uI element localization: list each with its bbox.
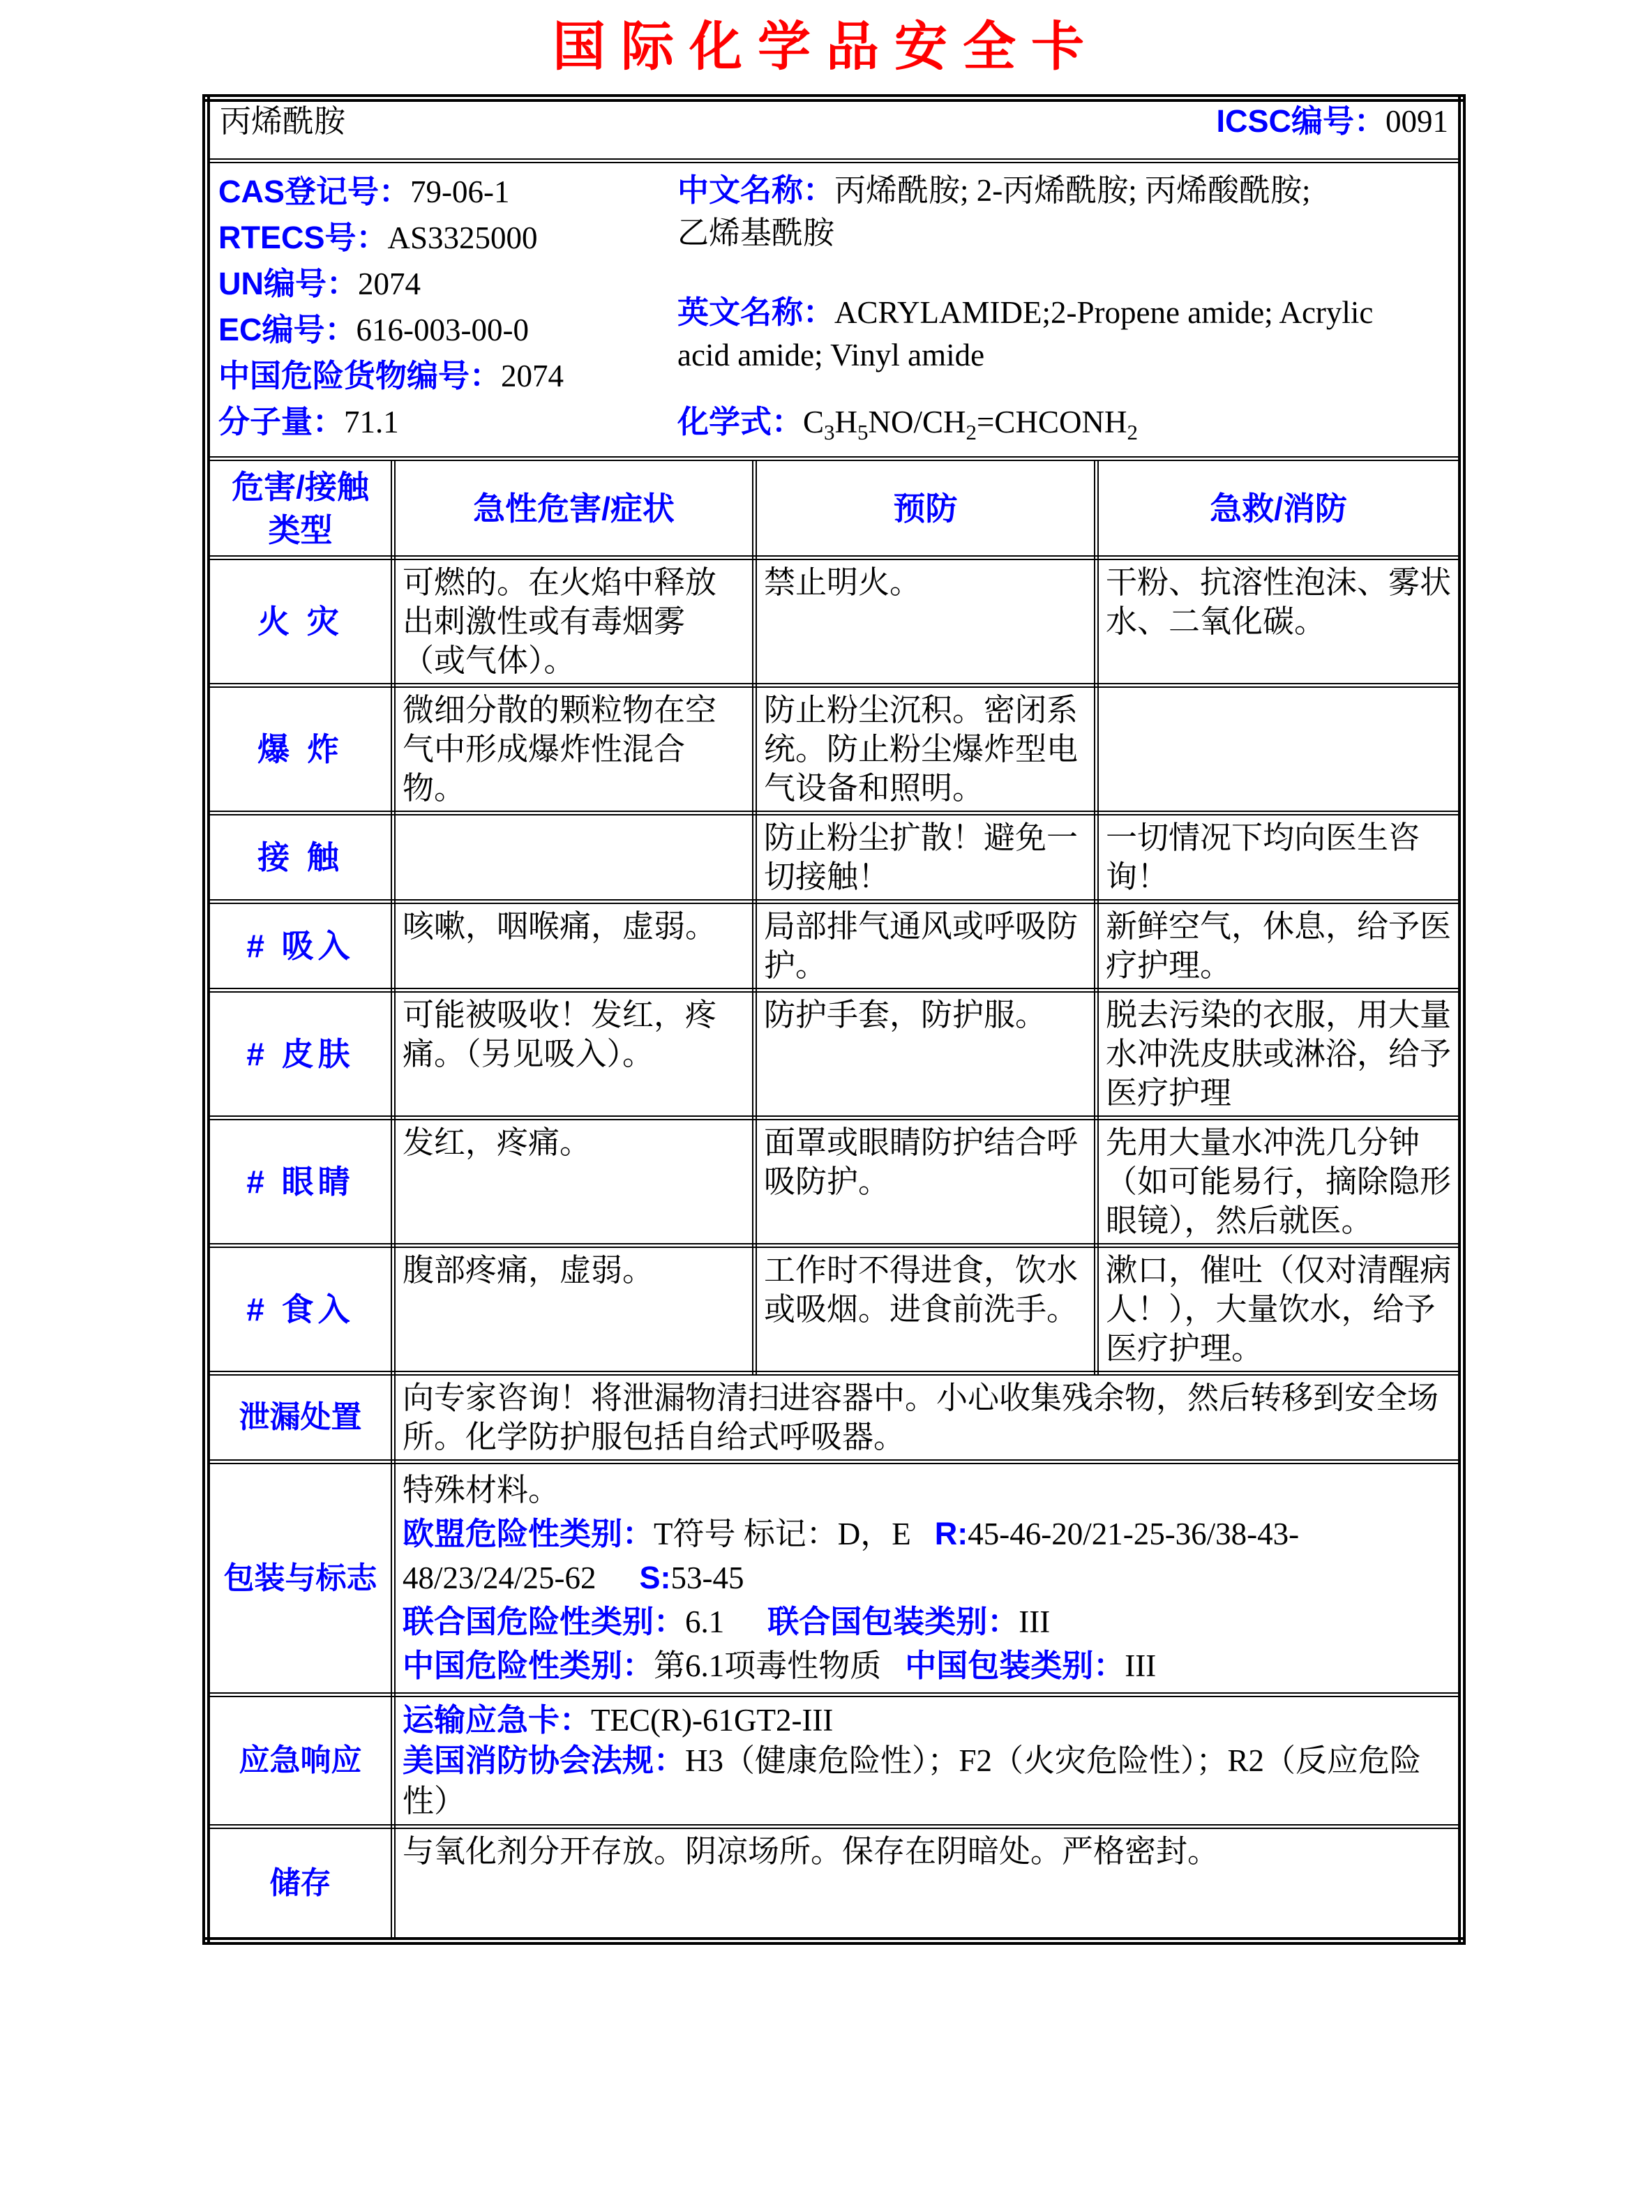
nfpa-value: H3（健康危险性）；F2（火灾危险性）；R2（反应危险性） xyxy=(403,1743,1422,1819)
fire-prevention: 禁止明火。 xyxy=(755,558,1097,686)
cas-label: CAS登记号： xyxy=(218,174,411,209)
hazard-row-eyes xyxy=(206,1118,1462,1246)
inhalation-symptoms: 咳嗽，咽喉痛，虚弱。 xyxy=(393,902,755,991)
ec-label: EC编号： xyxy=(218,312,356,347)
emergency-response-label: 应急响应 xyxy=(206,1695,393,1827)
icsc-number xyxy=(1217,102,1449,141)
storage-label: 储存 xyxy=(206,1827,393,1941)
eu-class-label: 欧盟危险性类别： xyxy=(403,1516,654,1551)
s-phrases-value: 53-45 xyxy=(670,1560,744,1595)
chemical-name-row xyxy=(206,98,1462,161)
packaging-rs-line xyxy=(403,1558,1451,1598)
formula-label: 化学式： xyxy=(677,404,804,439)
packaging-eu-class-line xyxy=(403,1514,1451,1554)
hazard-type-skin: # 皮肤 xyxy=(206,991,393,1118)
header-acute-symptoms: 急性危害/症状 xyxy=(393,459,755,558)
china-dg-value: 2074 xyxy=(501,359,564,393)
chemical-name: 丙烯酰胺 xyxy=(220,104,346,139)
skin-prevention: 防护手套，防护服。 xyxy=(755,991,1097,1118)
exposure-symptoms xyxy=(393,813,755,902)
china-dg-label: 中国危险货物编号： xyxy=(218,358,502,393)
explosion-response xyxy=(1097,686,1462,813)
r-phrases-label: R: xyxy=(934,1516,968,1551)
registry-line-molweight xyxy=(218,399,677,445)
registry-numbers xyxy=(218,169,677,453)
china-class-label: 中国危险性类别： xyxy=(403,1648,654,1683)
chinese-name-line2: 乙烯基酰胺 xyxy=(677,216,835,250)
eu-class-value: T符号 标记：D，E xyxy=(654,1517,911,1551)
hazard-header-row xyxy=(206,459,1462,558)
hazard-row-explosion xyxy=(206,686,1462,813)
eyes-response: 先用大量水冲洗几分钟（如可能易行，摘除隐形眼镜），然后就医。 xyxy=(1097,1118,1462,1246)
hazard-row-ingestion xyxy=(206,1246,1462,1374)
icsc-card-table xyxy=(202,94,1466,1945)
un-pack-label: 联合国包装类别： xyxy=(767,1604,1019,1639)
header-prevention: 预防 xyxy=(755,459,1097,558)
english-name xyxy=(677,291,1451,377)
packaging-special-material: 特殊材料。 xyxy=(403,1473,560,1507)
ingestion-prevention: 工作时不得进食，饮水或吸烟。进食前洗手。 xyxy=(755,1246,1097,1374)
registry-line-cas xyxy=(218,169,677,215)
rtecs-label: RTECS号： xyxy=(218,220,388,255)
packaging-labelling-label: 包装与标志 xyxy=(206,1462,393,1695)
hazard-row-exposure xyxy=(206,813,1462,902)
registry-line-rtecs xyxy=(218,215,677,261)
eyes-symptoms: 发红，疼痛。 xyxy=(393,1118,755,1246)
hazard-type-fire: 火 灾 xyxy=(206,558,393,686)
english-name-line1: ACRYLAMIDE;2-Propene amide; Acrylic xyxy=(834,295,1374,330)
packaging-labelling-content xyxy=(393,1462,1462,1695)
hazard-type-explosion: 爆 炸 xyxy=(206,686,393,813)
packaging-un-line xyxy=(403,1602,1451,1642)
header-first-aid: 急救/消防 xyxy=(1097,459,1462,558)
spill-disposal-label: 泄漏处置 xyxy=(206,1374,393,1462)
chemical-names-block xyxy=(677,169,1451,453)
rtecs-value: AS3325000 xyxy=(387,220,538,255)
s-phrases-label: S: xyxy=(639,1560,671,1595)
explosion-prevention: 防止粉尘沉积。密闭系统。防止粉尘爆炸型电气设备和照明。 xyxy=(755,686,1097,813)
hazard-type-exposure: 接 触 xyxy=(206,813,393,902)
explosion-symptoms: 微细分散的颗粒物在空气中形成爆炸性混合物。 xyxy=(393,686,755,813)
storage-text: 与氧化剂分开存放。阴凉场所。保存在阴暗处。严格密封。 xyxy=(393,1827,1462,1941)
spill-disposal-row xyxy=(206,1374,1462,1462)
inhalation-response: 新鲜空气，休息，给予医疗护理。 xyxy=(1097,902,1462,991)
r-phrases-value-1: 45-46-20/21-25-36/38-43- xyxy=(968,1517,1300,1551)
chinese-name-line1: 丙烯酰胺; 2-丙烯酰胺; 丙烯酸酰胺; xyxy=(834,173,1311,208)
un-class-value: 6.1 xyxy=(685,1604,725,1639)
storage-row xyxy=(206,1827,1462,1941)
hazard-row-skin xyxy=(206,991,1462,1118)
exposure-response: 一切情况下均向医生咨询！ xyxy=(1097,813,1462,902)
transport-emergency-card-line xyxy=(403,1700,1451,1740)
icsc-number-label: ICSC编号： xyxy=(1216,103,1386,139)
inhalation-prevention: 局部排气通风或呼吸防护。 xyxy=(755,902,1097,991)
hazard-type-ingestion: # 食入 xyxy=(206,1246,393,1374)
identification-row xyxy=(206,161,1462,459)
un-value: 2074 xyxy=(358,266,421,301)
nfpa-label: 美国消防协会法规： xyxy=(403,1743,686,1778)
un-class-label: 联合国危险性类别： xyxy=(403,1604,686,1639)
skin-symptoms: 可能被吸收！发红，疼痛。（另见吸入）。 xyxy=(393,991,755,1118)
page-title: 国际化学品安全卡 xyxy=(553,17,1099,77)
ingestion-symptoms: 腹部疼痛，虚弱。 xyxy=(393,1246,755,1374)
exposure-prevention: 防止粉尘扩散！避免一切接触！ xyxy=(755,813,1097,902)
un-pack-value: III xyxy=(1019,1604,1051,1639)
tec-value: TEC(R)-61GT2-III xyxy=(591,1703,834,1738)
registry-line-un xyxy=(218,261,677,307)
fire-symptoms: 可燃的。在火焰中释放出刺激性或有毒烟雾（或气体）。 xyxy=(393,558,755,686)
chemical-formula: 化学式：$C_3H_5NO/CH_2=CHCONH_2$ xyxy=(677,404,1138,444)
hazard-type-inhalation: # 吸入 xyxy=(206,902,393,991)
icsc-number-value: 0091 xyxy=(1386,104,1449,139)
china-class-value: 第6.1项毒性物质 xyxy=(654,1648,882,1683)
emergency-response-content xyxy=(393,1695,1462,1827)
cas-value: 79-06-1 xyxy=(410,174,510,209)
hazard-type-eyes: # 眼睛 xyxy=(206,1118,393,1246)
tec-label: 运输应急卡： xyxy=(403,1702,592,1738)
hazard-row-fire xyxy=(206,558,1462,686)
skin-response: 脱去污染的衣服，用大量水冲洗皮肤或淋浴，给予医疗护理 xyxy=(1097,991,1462,1118)
ec-value: 616-003-00-0 xyxy=(356,313,529,347)
english-name-line2: acid amide; Vinyl amide xyxy=(677,338,985,373)
eyes-prevention: 面罩或眼睛防护结合呼吸防护。 xyxy=(755,1118,1097,1246)
english-name-label: 英文名称： xyxy=(677,294,835,330)
packaging-china-line xyxy=(403,1646,1451,1686)
hazard-row-inhalation xyxy=(206,902,1462,991)
molweight-value: 71.1 xyxy=(344,405,399,439)
emergency-response-row xyxy=(206,1695,1462,1827)
molweight-label: 分子量： xyxy=(218,404,345,439)
registry-line-ec xyxy=(218,307,677,353)
chinese-name-label: 中文名称： xyxy=(677,172,835,208)
ingestion-response: 漱口，催吐（仅对清醒病人！），大量饮水，给予医疗护理。 xyxy=(1097,1246,1462,1374)
fire-response: 干粉、抗溶性泡沫、雾状水、二氧化碳。 xyxy=(1097,558,1462,686)
china-pack-value: III xyxy=(1125,1648,1157,1683)
packaging-labelling-row xyxy=(206,1462,1462,1695)
un-label: UN编号： xyxy=(218,266,358,301)
r-phrases-value-2: 48/23/24/25-62 xyxy=(403,1560,596,1595)
header-hazard-type: 危害/接触类型 xyxy=(206,459,393,558)
nfpa-line xyxy=(403,1740,1451,1821)
registry-line-china-dg xyxy=(218,353,677,399)
china-pack-label: 中国包装类别： xyxy=(905,1648,1125,1683)
spill-disposal-text: 向专家咨询！将泄漏物清扫进容器中。小心收集残余物，然后转移到安全场所。化学防护服包括自给式呼吸器。 xyxy=(393,1374,1462,1462)
chinese-name xyxy=(677,169,1451,255)
